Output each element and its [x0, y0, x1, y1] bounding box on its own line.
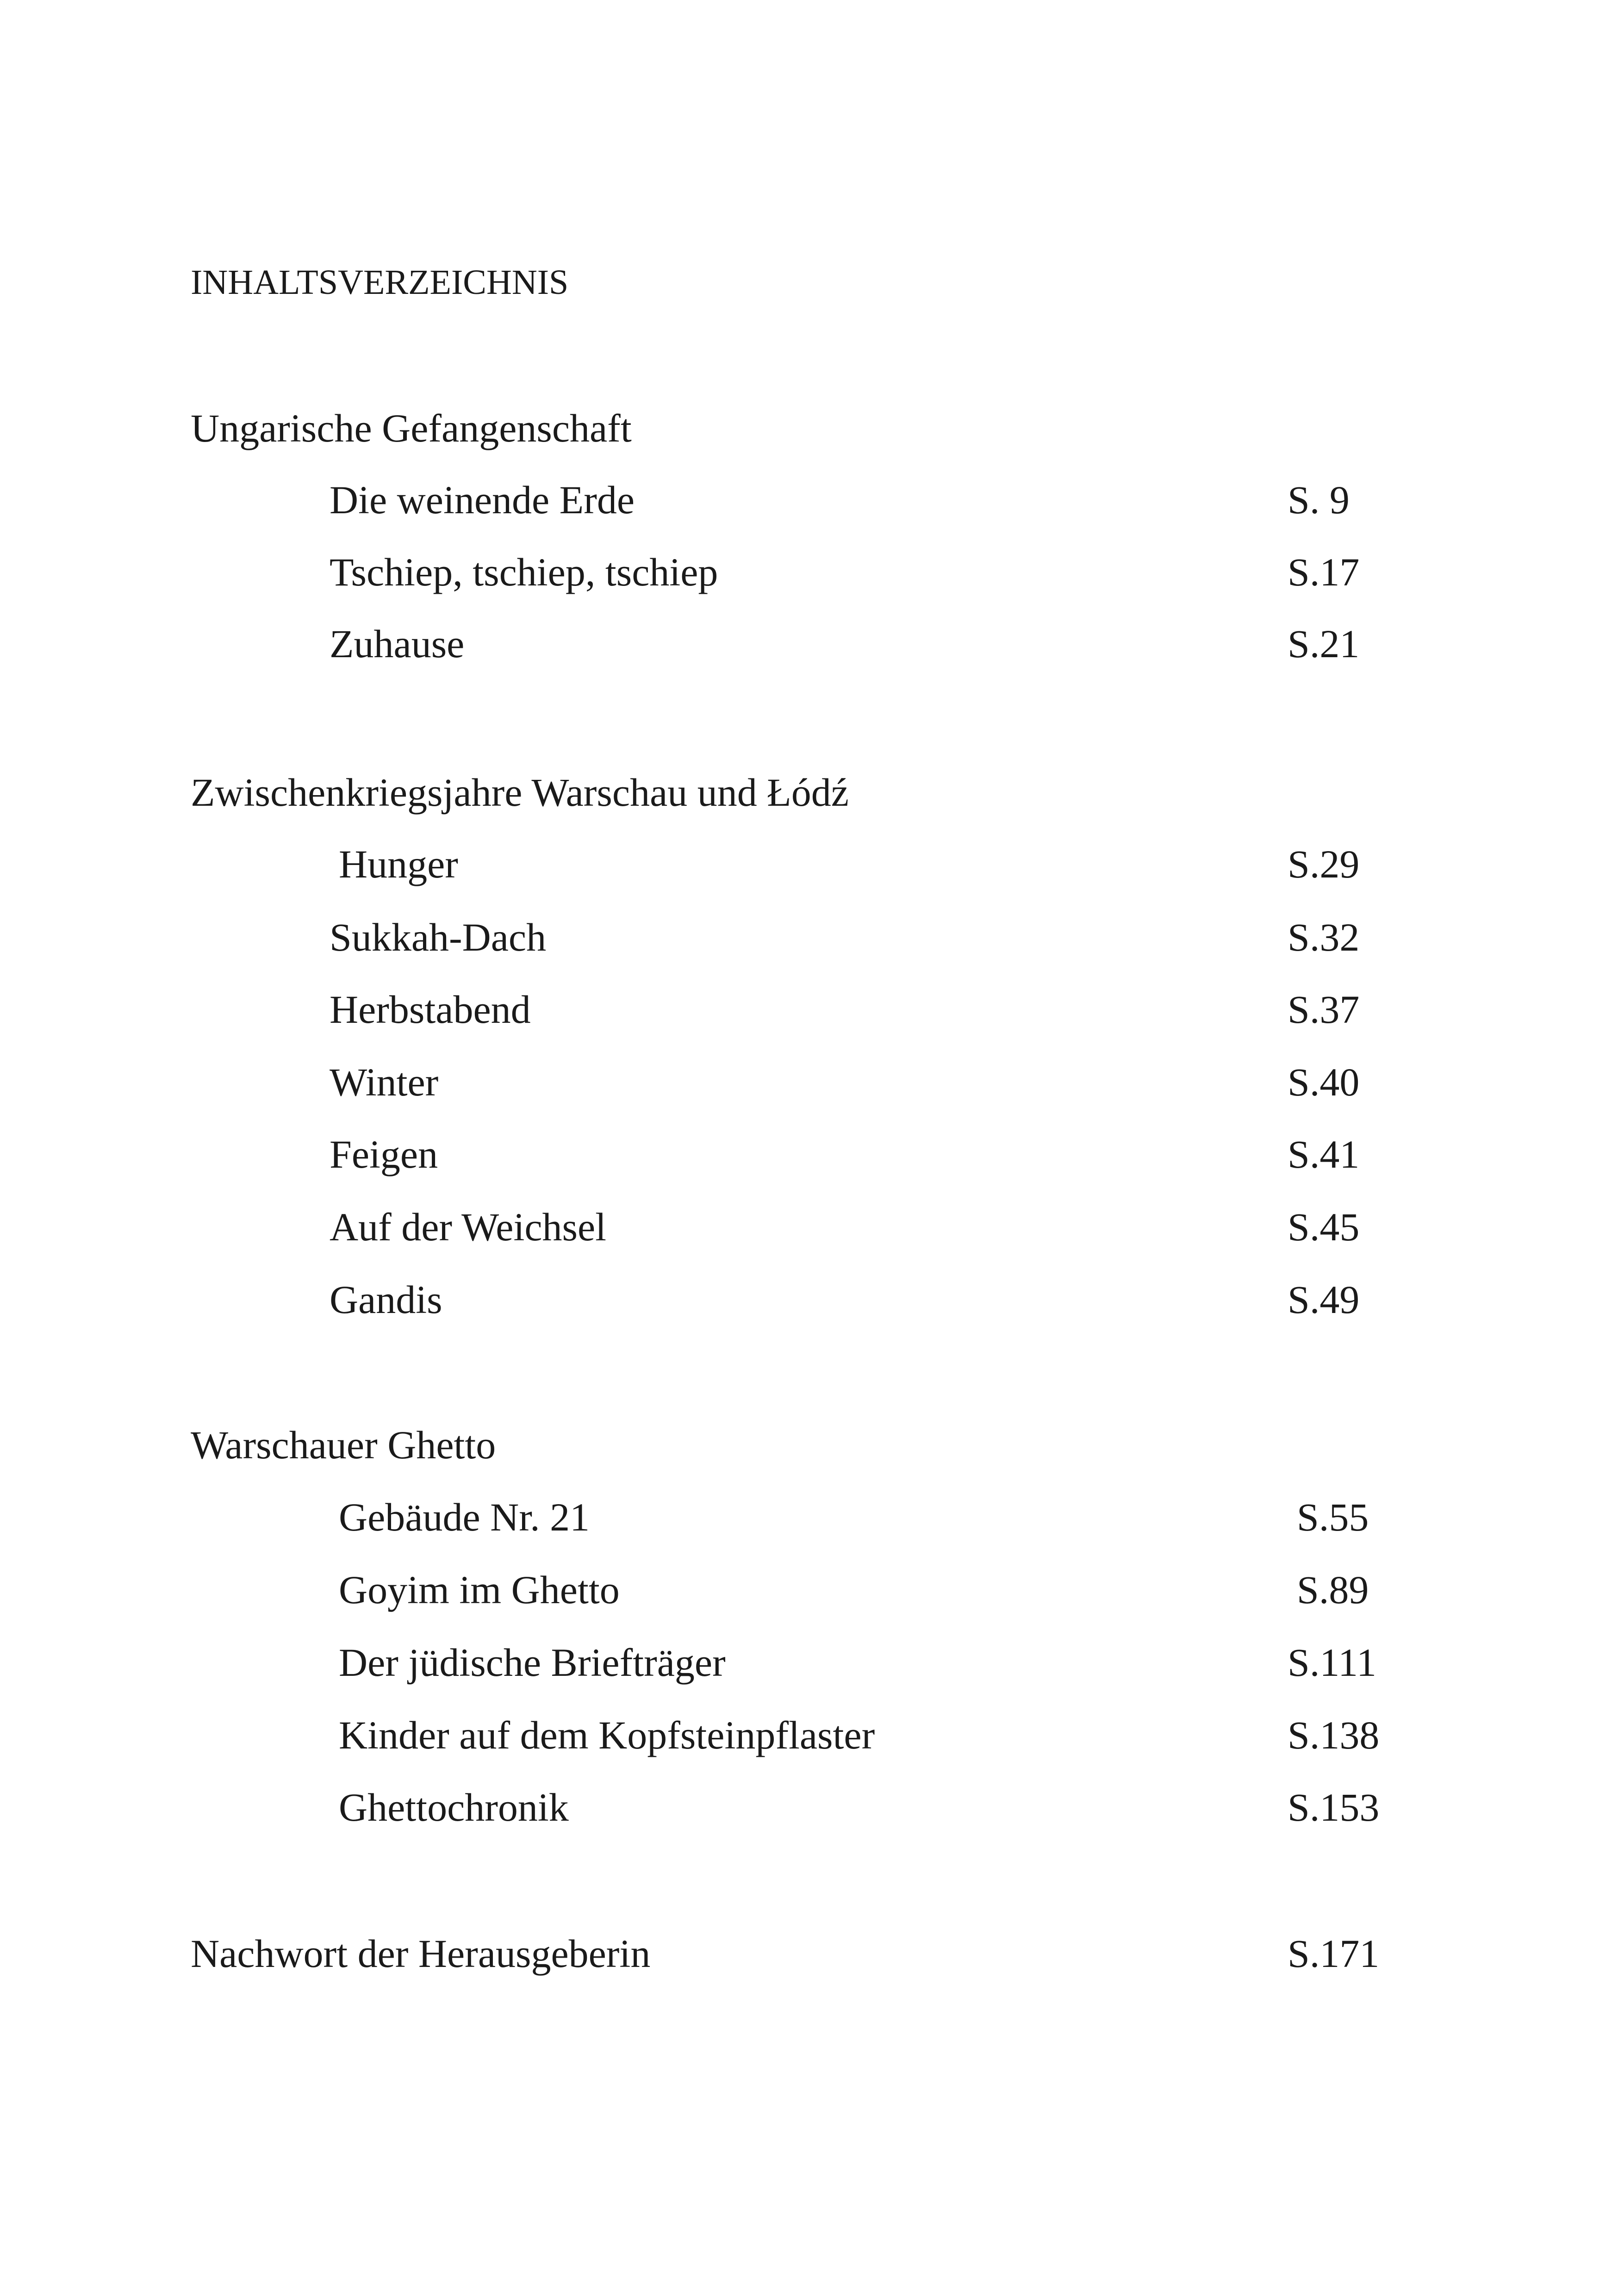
toc-entry-title: Winter [330, 1060, 439, 1104]
toc-entry-title: Feigen [330, 1132, 438, 1176]
toc-entry-page: S.89 [1297, 1568, 1369, 1612]
toc-entry-page: S.45 [1288, 1205, 1360, 1249]
toc-entry-page: S.21 [1288, 622, 1360, 666]
toc-entry-page: S.55 [1297, 1495, 1369, 1539]
toc-entry-title: Ghettochronik [339, 1785, 569, 1829]
toc-entry-title: Die weinende Erde [330, 478, 635, 522]
toc-entry-title: Herbstabend [330, 987, 531, 1032]
toc-entry-page: S.41 [1288, 1132, 1360, 1176]
toc-entry-page: S.49 [1288, 1277, 1360, 1322]
section-title: Ungarische Gefangenschaft [191, 406, 632, 450]
afterword-title: Nachwort der Herausgeberin [191, 1931, 651, 1976]
toc-entry-page: S.29 [1288, 842, 1360, 886]
section-title: Warschauer Ghetto [191, 1423, 496, 1467]
toc-entry-page: S.32 [1288, 915, 1360, 959]
toc-entry-title: Tschiep, tschiep, tschiep [330, 550, 718, 594]
toc-entry-page: S.138 [1288, 1713, 1380, 1757]
afterword-page: S.171 [1288, 1931, 1380, 1976]
toc-entry-page: S.17 [1288, 550, 1360, 594]
toc-entry-title: Sukkah-Dach [330, 915, 547, 959]
toc-entry-title: Hunger [339, 842, 458, 886]
toc-entry-page: S.153 [1288, 1785, 1380, 1829]
toc-entry-title: Gebäude Nr. 21 [339, 1495, 590, 1539]
toc-entry-title: Auf der Weichsel [330, 1205, 607, 1249]
toc-entry-page: S. 9 [1288, 478, 1350, 522]
toc-entry-title: Der jüdische Briefträger [339, 1640, 726, 1685]
toc-entry-title: Zuhause [330, 622, 465, 666]
toc-entry-title: Kinder auf dem Kopfsteinpflaster [339, 1713, 875, 1757]
toc-entry-page: S.40 [1288, 1060, 1360, 1104]
toc-entry-title: Gandis [330, 1277, 442, 1322]
toc-entry-page: S.111 [1288, 1640, 1376, 1685]
toc-entry-page: S.37 [1288, 987, 1360, 1032]
toc-heading: INHALTSVERZEICHNIS [191, 263, 569, 302]
toc-entry-title: Goyim im Ghetto [339, 1568, 620, 1612]
section-title: Zwischenkriegsjahre Warschau und Łódź [191, 770, 849, 815]
